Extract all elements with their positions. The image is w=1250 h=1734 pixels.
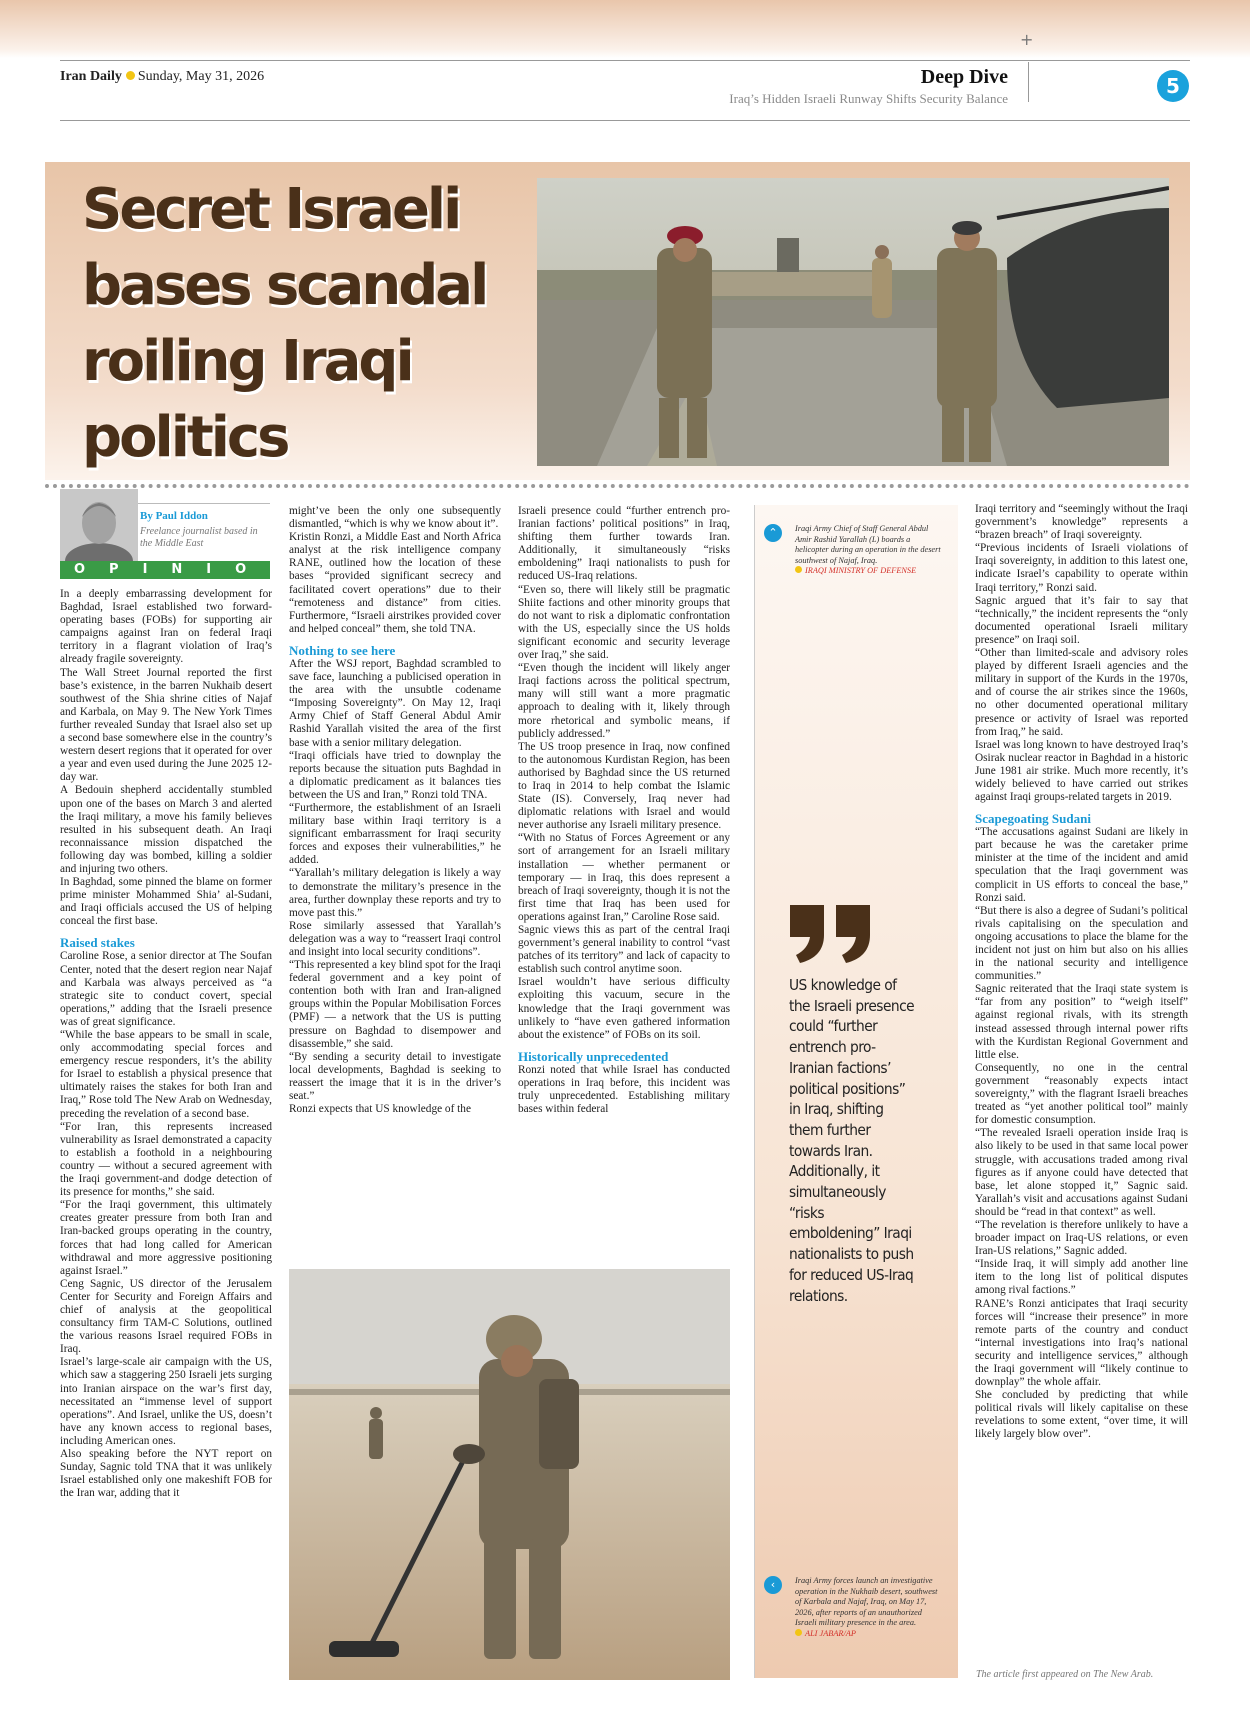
article-column-2 xyxy=(289,505,501,1116)
paragraph: Ronzi expects that US knowledge of the xyxy=(289,1103,471,1116)
article-source-note: The article first appeared on The New Arab. xyxy=(976,1669,1154,1680)
photo1-credit: IRAQI MINISTRY OF DEFENSE xyxy=(805,566,917,575)
paragraph: After the WSJ report, Baghdad scrambled to save face, launching a publicised operation in the area with the unsubtle codename “Imposing Sovereignty”. On May 12, Iraqi Army Chief of Staff General Abdul Amir Rashid Yarallah visited the area of the first base with a senior military delegation. xyxy=(289,657,501,749)
paragraph: Consequently, no one in the central government “reasonably expects intact sovereignty,” with the flagrant Israeli breaches treated as “yet another political tool” mainly for domestic consumption. xyxy=(975,1061,1188,1127)
paragraph: Rose similarly assessed that Yarallah’s delegation was a way to “reassert Iraqi control and insight into local security conditions”. xyxy=(289,919,501,958)
header-bottom-rule xyxy=(60,120,1190,121)
paragraph: The US troop presence in Iraq, now confined to the autonomous Kurdistan Region, has been authorised by Baghdad since the US returned to Iraq in 2014 to help combat the Islamic State (IS). Conversely, Iraq never had diplomatic relations with Israel and would never authorise any Israeli military presence. xyxy=(518,740,730,832)
paragraph: “This represented a key blind spot for the Iraqi federal government and a key point of contention both with Iran and Iran-aligned groups within the Popular Mobilisation Forces (PMF) — a network that the US is putting pressure on Baghdad to disempower and disassemble,” she said. xyxy=(289,959,501,1050)
paragraph: Israel was long known to have destroyed Iraq’s Osirak nuclear reactor in Baghdad in a historic June 1981 air strike. Much more recently, it’s widely believed to have carried out strikes against Iraqi groups-related targets in 2019. xyxy=(975,738,1189,804)
paragraph: “Previous incidents of Israeli violations of Iraqi sovereignty, in addition to this latest one, indicate Israel’s capability to operate within Iraqi territory,” Ronzi said. xyxy=(975,542,1188,594)
paragraph: Sagnic reiterated that the Iraqi state system is “far from any position” to “weigh itself” against regional rivals, with its strength instead assessed through internal power rifts with the Kurdistan Regional Government and little else. xyxy=(975,983,1188,1061)
photo1-caption-text: Iraqi Army Chief of Staff General Abdul Amir Rashid Yarallah (L) boards a helicopter during an operation in the desert southwest of Najaf, Iraq. xyxy=(795,524,941,565)
paragraph: Israel’s large-scale air campaign with the US, which saw a staggering 250 Israeli jets surging into Iranian airspace on the war’s first day, necessitated an “immense level of support operations”. And Israel, unlike the US, doesn’t have any known access to regional bases, including American ones. xyxy=(60,1356,272,1447)
header-divider xyxy=(1028,62,1029,102)
paragraph: “For Iran, this represents increased vulnerability as Israel demonstrated a capacity to establish a foothold in a neighbouring country — without a secured agreement with the Iraqi government-and dodge detection of its presence for months,” she said. xyxy=(60,1120,272,1199)
article-column-1 xyxy=(60,588,272,1500)
section-subtitle: Iraq’s Hidden Israeli Runway Shifts Security Balance xyxy=(729,91,1008,106)
section-title: Deep Dive xyxy=(920,66,1008,88)
paragraph: Also speaking before the NYT report on Sunday, Sagnic told TNA that it was unlikely Israel established only one makeshift FOB for the Iran war, adding that it xyxy=(60,1448,272,1500)
author-role: Freelance journalist based in the Middle East xyxy=(140,526,258,549)
desert-mine-detector-photo xyxy=(289,1269,730,1680)
quote-mark-icon xyxy=(788,905,872,963)
article-headline: Secret Israeli bases scandal roiling Iraqi politics xyxy=(82,177,487,470)
sidebar-rule xyxy=(754,505,755,1678)
paragraph: In Baghdad, some pinned the blame on former prime minister Mohammed Shia’ al-Sudani, and Iraqi officials accused the US of helping conceal the first base. xyxy=(60,876,272,928)
header-top-rule xyxy=(60,60,1190,61)
paragraph: The Wall Street Journal reported the first base’s existence, in the barren Nukhaib desert southwest of the Shia shrine cities of Najaf and Karbala, on May 9. The New York Times further revealed Sunday that Israel also set up a second base somewhere else in the country’s western desert regions that it operated for over a year and even used during the June 2025 12-day war. xyxy=(60,666,272,784)
general-boards-helicopter-photo xyxy=(537,178,1169,466)
author-portrait xyxy=(60,489,138,561)
caption-up-arrow-icon: ⌃ xyxy=(764,524,782,542)
paragraph: Ronzi noted that while Israel has conducted operations in Iraq before, this incident was truly unprecedented. Establishing military bases within federal xyxy=(518,1063,730,1116)
dotted-divider xyxy=(45,484,1190,488)
paper-name: Iran Daily xyxy=(60,69,122,84)
crop-mark-icon: + xyxy=(1020,30,1034,49)
paragraph: Israel wouldn’t have serious difficulty exploiting this vacuum, secure in the knowledge that the Iraqi government was unlikely to “have even gathered information about the existence” of FOBs on its soil. xyxy=(518,976,730,1041)
paragraph: might’ve been the only one subsequently dismantled, “which is why we know about it”. xyxy=(289,505,501,531)
photo2-caption xyxy=(795,1576,945,1639)
subheading-historically-unprecedented: Historically unprecedented xyxy=(518,1048,669,1064)
opinion-tag: OPINION xyxy=(60,561,270,579)
paragraph: “For the Iraqi government, this ultimately creates greater pressure from both Iran and Iran-backed groups operating in the country, forces that had long called for American withdrawal and more aggressive positioning against Israel.” xyxy=(60,1199,272,1277)
top-color-band xyxy=(0,0,1250,58)
paragraph: “While the base appears to be small in scale, only accommodating special forces and emergency rescue responders, it’s the ability for Israel to establish a physical presence that ultimately raises the stakes for both Iran and Iraq,” Rose told The New Arab on Wednesday, preceding the revelation of a second base. xyxy=(60,1029,272,1120)
paragraph: RANE’s Ronzi anticipates that Iraqi security forces will “increase their presence” in more remote parts of the country and conduct “internal investigations into Iraq’s national security and intelligence services,” although the Iraqi government will “likely continue to downplay” the whole affair. xyxy=(975,1297,1188,1389)
paragraph: Sagnic argued that it’s fair to say that “technically,” the incident represents the “only documented operational Israeli military presence” on Iraqi soil. xyxy=(975,594,1188,646)
pull-quote: US knowledge of the Israeli presence could “further entrench pro-Iranian factions’ political positions” in Iraq, shifting them further towards Iran. Additionally, it simultaneously “risks emboldening” Iraqi nationalists to push for reduced US-Iraq relations. xyxy=(789,976,915,1305)
paragraph: “Iraqi officials have tried to downplay the reports because the situation puts Baghdad in a diplomatic predicament as it balances ties between the US and Iran,” Ronzi told TNA. xyxy=(289,749,501,801)
paragraph: “Other than limited-scale and advisory roles played by different Israeli agencies and the military in support of the Kurds in the 1970s, and of course the air strikes since the 1960s, no other documented operational military presence or activity of Israel was reported from Iraq,” he said. xyxy=(975,647,1188,738)
paragraph: A Bedouin shepherd accidentally stumbled upon one of the bases on March 3 and alerted the Iraqi military, a move his family believes resulted in his subsequent death. An Iraqi reconnaissance mission dispatched the following day was bombed, killing a soldier and injuring two others. xyxy=(60,784,272,875)
subheading-raised-stakes: Raised stakes xyxy=(60,935,135,951)
paragraph: “The accusations against Sudani are likely in part because he was the caretaker prime minister at the time of the incident and amid speculation that the Iraqi government was complicit in US efforts to conceal the base,” Ronzi said. xyxy=(975,826,1188,904)
caption-left-arrow-icon: ‹ xyxy=(764,1576,782,1594)
paragraph: “Even so, there will likely still be pragmatic Shiite factions and other minority groups that do not want to risk a diplomatic confrontation with the US, especially since the US holds significant economic and security leverage over Iraq,” she said. xyxy=(518,583,730,662)
subheading-nothing-to-see-here: Nothing to see here xyxy=(289,642,396,658)
yellow-dot-icon xyxy=(795,1629,802,1636)
yellow-dot-icon xyxy=(126,71,135,80)
paragraph: “Furthermore, the establishment of an Israeli military base within Iraqi territory is a significant embarrassment for Iraqi security forces and exposes their vulnerabilities,” he added. xyxy=(289,801,501,867)
photo2-caption-text: Iraqi Army forces launch an investigative operation in the Nukhaib desert, southwest of Karbala and Najaf, Iraq, on May 17, 2026, after reports of an unauthorized Israeli military presence in the area. xyxy=(795,1576,938,1627)
paragraph: “Yarallah’s military delegation is likely a way to demonstrate the military’s presence in the area, further downplay these reports and try to move past this.” xyxy=(289,867,501,919)
masthead-line xyxy=(60,69,264,85)
article-column-3 xyxy=(518,505,730,1116)
paragraph: Ceng Sagnic, US director of the Jerusalem Center for Security and Foreign Affairs and chief of analysis at the geopolitical consultancy firm TAM-C Solutions, outlined the various reasons Israel required FOBs in Iraq. xyxy=(60,1277,272,1356)
author-name: By Paul Iddon xyxy=(140,510,208,522)
paragraph: Kristin Ronzi, a Middle East and North Africa analyst at the risk intelligence company RANE, outlined how the location of these bases “provided significant secrecy and facilitated covert operations” due to their “remoteness and distance” from cities. Furthermore, “Israeli airstrikes provided cover and helped conceal” them, she told TNA. xyxy=(289,531,501,635)
photo2-credit: ALI JABAR/AP xyxy=(805,1628,856,1638)
paragraph: “The revealed Israeli operation inside Iraq is also likely to be used in that same local power struggle, with accusations traded among rival figures as if anyone could have detected that base, let alone stopped it,” Sagnic said. Yarallah’s visit and accusations against Sudani should be “read in that context” as well. xyxy=(975,1127,1188,1218)
paragraph: Israeli presence could “further entrench pro-Iranian factions’ political positions” in Iraq, shifting them further towards Iran. Additionally, it simultaneously “risks emboldening” Iraqi nationalists to push for reduced US-Iraq relations. xyxy=(518,505,730,583)
issue-date: Sunday, May 31, 2026 xyxy=(137,69,265,84)
paragraph: “Inside Iraq, it will simply add another line item to the long list of political disputes among rival factions.” xyxy=(975,1258,1188,1297)
paragraph: “With no Status of Forces Agreement or any sort of arrangement for an Israeli military installation — whether permanent or temporary — in Iraq, this does represent a breach of Iraqi sovereignty, though it is not the first time that Iraq has been used for operations against Iran,” Caroline Rose said. xyxy=(518,832,730,923)
paragraph: “But there is also a degree of Sudani’s political rivals capitalising on the speculation and ongoing accusations to place the blame for the incident not just on him but also on his allies in the national security and intelligence communities.” xyxy=(975,904,1188,983)
paragraph: Iraqi territory and “seemingly without the Iraqi government’s knowledge” represents a “brazen breach” of Iraqi sovereignty. xyxy=(975,503,1188,542)
paragraph: Sagnic views this as part of the central Iraqi government’s general inability to control “vast patches of its territory” and lack of capacity to establish such control anytime soon. xyxy=(518,924,730,976)
paragraph: “The revelation is therefore unlikely to have a broader impact on Iraq-US relations, or even Iran-US relations,” Sagnic added. xyxy=(975,1218,1188,1258)
photo1-caption xyxy=(795,524,945,577)
paragraph: She concluded by predicting that while political rivals will likely capitalise on these revelations to some extent, “over time, it will likely largely blow over”. xyxy=(975,1389,1188,1441)
paragraph: “Even though the incident will likely anger Iraqi factions across the political spectrum, many will still want a more pragmatic approach to dealing with it, likely through more rhetorical and symbolic means, if publicly addressed.” xyxy=(518,662,730,740)
yellow-dot-icon xyxy=(795,566,802,573)
paragraph: Caroline Rose, a senior director at The Soufan Center, noted that the desert region near Najaf and Karbala was always perceived as “a strategic site to conduct covert, special operations,” adding that the Israeli presence was of great significance. xyxy=(60,950,272,1028)
article-column-4 xyxy=(975,503,1188,1442)
paragraph: In a deeply embarrassing development for Baghdad, Israel established two forward-operating bases (FOBs) for supporting air campaigns against Iran on federal Iraqi territory in a flagrant violation of Iraq’s already fragile sovereignty. xyxy=(60,588,272,666)
page-number-badge: 5 xyxy=(1157,70,1189,102)
subheading-scapegoating-sudani: Scapegoating Sudani xyxy=(975,811,1091,827)
paragraph: “By sending a security detail to investigate local developments, Baghdad is seeking to reassert the image that it is in the driver’s seat.” xyxy=(289,1050,501,1103)
